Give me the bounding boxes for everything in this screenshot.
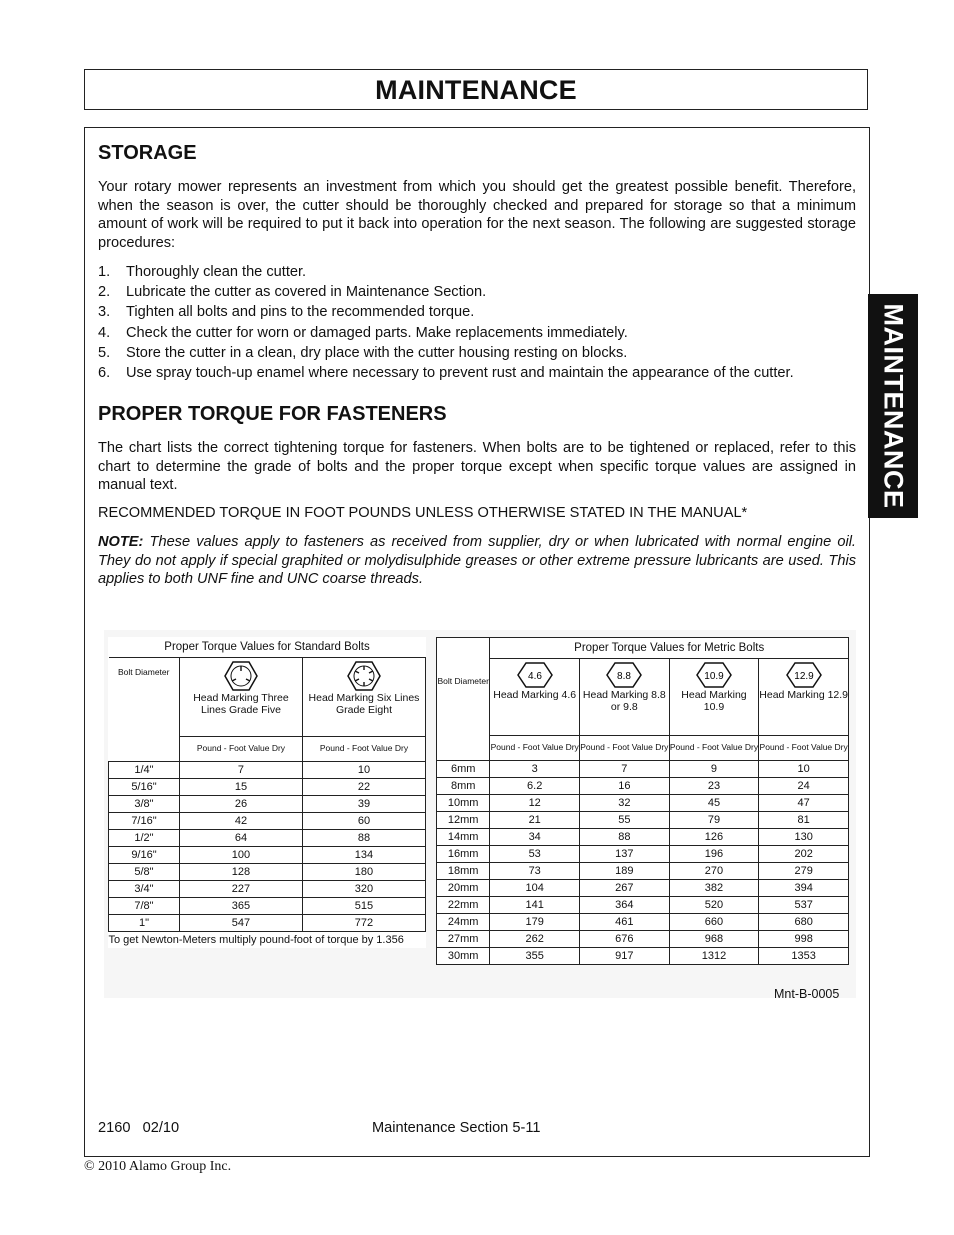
torque-value-cell: 998 [759,931,849,948]
torque-value-cell: 515 [302,898,425,915]
torque-value-cell: 12 [490,795,580,812]
torque-value-cell: 10 [302,762,425,779]
table-row [109,762,426,779]
torque-value-cell: 968 [669,931,759,948]
hex-six-lines-icon [347,660,381,692]
bolt-size-cell: 8mm [437,778,490,795]
torque-value-cell: 547 [179,915,302,932]
grade-five-marking: Head Marking Three Lines Grade Five [193,692,289,716]
bolt-size-cell: 3/8" [109,796,180,813]
grade-eight-marking: Head Marking Six Lines Grade Eight [308,692,420,716]
table-row [437,846,849,863]
torque-value-cell: 382 [669,880,759,897]
torque-value-cell: 270 [669,863,759,880]
torque-value-cell: 64 [179,830,302,847]
torque-value-cell: 22 [302,779,425,796]
bolt-size-cell: 1/4" [109,762,180,779]
torque-value-cell: 53 [490,846,580,863]
torque-value-cell: 60 [302,813,425,830]
bolt-diameter-label: Bolt Diameter [117,667,170,677]
torque-value-cell: 128 [179,864,302,881]
table-row [437,880,849,897]
torque-value-cell: 134 [302,847,425,864]
newton-meter-footnote: To get Newton-Meters multiply pound-foot of torque by 1.356 [108,934,404,946]
table-row [437,829,849,846]
torque-value-cell: 104 [490,880,580,897]
page-title: MAINTENANCE [375,75,577,105]
figure-id: Mnt-B-0005 [774,987,840,1001]
table-row [437,948,849,965]
torque-value-cell: 81 [759,812,849,829]
bolt-size-cell: 20mm [437,880,490,897]
hex-grade-label: 4.6 [527,671,542,682]
torque-value-cell: 79 [669,812,759,829]
table-row [109,796,426,813]
storage-intro: Your rotary mower represents an investment from which you should get the greatest possible benefit. Therefore, when the season is over, the cutter should be thoroughly checked and prepared for storage so that a minimum amount of work will be required to put it back into operation for the next season. The following are suggested storage procedures: [98,179,856,251]
table-row [437,863,849,880]
footer-section-page: Maintenance Section 5-11 [372,1120,541,1136]
bolt-size-cell: 5/8" [109,864,180,881]
table-row [437,931,849,948]
torque-value-cell: 100 [179,847,302,864]
table-row [437,897,849,914]
note-text: These values apply to fasteners as received from supplier, dry or when lubricated with normal engine oil. They do not apply if special graphited or molydisulphide greases or other extreme pressure lubricants are used. This applies to both UNF fine and UNC coarse threads. [98,534,856,588]
hex-grade-label: 12.9 [793,671,814,682]
torque-heading: PROPER TORQUE FOR FASTENERS [98,403,447,425]
torque-value-cell: 267 [580,880,670,897]
bolt-size-cell: 12mm [437,812,490,829]
torque-value-cell: 202 [759,846,849,863]
hex-grade-icon [516,661,554,689]
bolt-size-cell: 22mm [437,897,490,914]
torque-value-cell: 42 [179,813,302,830]
torque-value-cell: 137 [580,846,670,863]
storage-steps [98,262,858,383]
torque-value-cell: 3 [490,761,580,778]
section-side-tab [868,294,918,518]
torque-value-cell: 680 [759,914,849,931]
torque-value-cell: 7 [580,761,670,778]
torque-value-cell: 262 [490,931,580,948]
hex-grade-icon [785,661,823,689]
torque-value-cell: 88 [302,830,425,847]
torque-value-cell: 23 [669,778,759,795]
table-row [437,914,849,931]
note-label: NOTE: [98,534,144,550]
torque-value-cell: 26 [179,796,302,813]
table-row [109,898,426,915]
bolt-size-cell: 27mm [437,931,490,948]
torque-note [98,533,856,589]
unit-label: Pound - Foot Value Dry [490,736,580,761]
bolt-size-cell: 14mm [437,829,490,846]
torque-value-cell: 772 [302,915,425,932]
torque-value-cell: 660 [669,914,759,931]
torque-value-cell: 461 [580,914,670,931]
torque-value-cell: 355 [490,948,580,965]
torque-intro: The chart lists the correct tightening torque for fasteners. When bolts are to be tightened or replaced, refer to this chart to determine the grade of bolts and the proper torque except when specific torque values are assigned in manual text. [98,440,856,494]
torque-value-cell: 189 [580,863,670,880]
table-row [109,813,426,830]
list-item: 6. Use spray touch-up enamel where necessary to prevent rust and maintain the appearance of the cutter. [98,364,794,381]
torque-value-cell: 88 [580,829,670,846]
recommended-torque-line: RECOMMENDED TORQUE IN FOOT POUNDS UNLESS OTHERWISE STATED IN THE MANUAL* [98,505,748,521]
torque-value-cell: 45 [669,795,759,812]
torque-value-cell: 130 [759,829,849,846]
table-row [437,812,849,829]
metric-torque-table [436,637,849,965]
torque-value-cell: 917 [580,948,670,965]
torque-value-cell: 320 [302,881,425,898]
footer-model-date: 2160 02/10 [98,1120,180,1136]
torque-value-cell: 6.2 [490,778,580,795]
torque-value-cell: 364 [580,897,670,914]
standard-torque-table [108,637,426,948]
torque-value-cell: 537 [759,897,849,914]
bolt-size-cell: 16mm [437,846,490,863]
storage-heading: STORAGE [98,142,197,164]
bolt-size-cell: 1/2" [109,830,180,847]
torque-value-cell: 179 [490,914,580,931]
hex-grade-icon [605,661,643,689]
torque-value-cell: 365 [179,898,302,915]
torque-value-cell: 1312 [669,948,759,965]
torque-value-cell: 1353 [759,948,849,965]
unit-label: Pound - Foot Value Dry [302,737,425,762]
list-item: 2. Lubricate the cutter as covered in Maintenance Section. [98,284,487,301]
standard-table-title: Proper Torque Values for Standard Bolts [164,641,370,653]
table-row [109,847,426,864]
table-row [109,779,426,796]
unit-label: Pound - Foot Value Dry [669,736,759,761]
table-row [109,864,426,881]
bolt-diameter-label: Bolt Diameter [437,675,489,686]
table-row [109,830,426,847]
torque-value-cell: 7 [179,762,302,779]
copyright: © 2010 Alamo Group Inc. [84,1159,232,1174]
torque-value-cell: 55 [580,812,670,829]
bolt-size-cell: 30mm [437,948,490,965]
hex-grade-icon [695,661,733,689]
torque-value-cell: 227 [179,881,302,898]
torque-value-cell: 180 [302,864,425,881]
torque-value-cell: 676 [580,931,670,948]
list-item: 1. Thoroughly clean the cutter. [98,264,307,280]
bolt-size-cell: 5/16" [109,779,180,796]
torque-value-cell: 21 [490,812,580,829]
torque-value-cell: 15 [179,779,302,796]
torque-value-cell: 10 [759,761,849,778]
torque-value-cell: 279 [759,863,849,880]
bolt-size-cell: 24mm [437,914,490,931]
table-row [437,778,849,795]
table-row [437,761,849,778]
torque-value-cell: 47 [759,795,849,812]
torque-value-cell: 16 [580,778,670,795]
torque-value-cell: 196 [669,846,759,863]
torque-value-cell: 34 [490,829,580,846]
torque-value-cell: 24 [759,778,849,795]
side-tab-label: MAINTENANCE [878,303,909,509]
bolt-size-cell: 3/4" [109,881,180,898]
unit-label: Pound - Foot Value Dry [580,736,670,761]
torque-value-cell: 39 [302,796,425,813]
hex-three-lines-icon [224,660,258,692]
bolt-size-cell: 6mm [437,761,490,778]
unit-label: Pound - Foot Value Dry [759,736,849,761]
torque-value-cell: 73 [490,863,580,880]
torque-value-cell: 32 [580,795,670,812]
metric-table-title: Proper Torque Values for Metric Bolts [490,638,849,659]
list-item: 3. Tighten all bolts and pins to the recommended torque. [98,304,475,321]
hex-grade-label: 10.9 [704,671,724,682]
bolt-size-cell: 7/8" [109,898,180,915]
torque-value-cell: 394 [759,880,849,897]
metric-grade-marking: Head Marking 4.6 [493,689,577,701]
torque-value-cell: 9 [669,761,759,778]
torque-value-cell: 520 [669,897,759,914]
list-item: 4. Check the cutter for worn or damaged parts. Make replacements immediately. [98,324,628,341]
metric-grade-marking: Head Marking 8.8 or 9.8 [582,689,666,713]
list-item: 5. Store the cutter in a clean, dry place with the cutter housing resting on blocks. [98,344,628,361]
unit-label: Pound - Foot Value Dry [179,737,302,762]
metric-grade-marking: Head Marking 10.9 [681,689,747,713]
table-row [437,795,849,812]
page-header [84,69,868,110]
bolt-size-cell: 9/16" [109,847,180,864]
table-row [109,915,426,932]
bolt-size-cell: 7/16" [109,813,180,830]
bolt-size-cell: 10mm [437,795,490,812]
torque-value-cell: 126 [669,829,759,846]
bolt-size-cell: 18mm [437,863,490,880]
torque-value-cell: 141 [490,897,580,914]
bolt-size-cell: 1" [109,915,180,932]
table-row [109,881,426,898]
metric-grade-marking: Head Marking 12.9 [759,689,849,701]
hex-grade-label: 8.8 [617,671,632,682]
